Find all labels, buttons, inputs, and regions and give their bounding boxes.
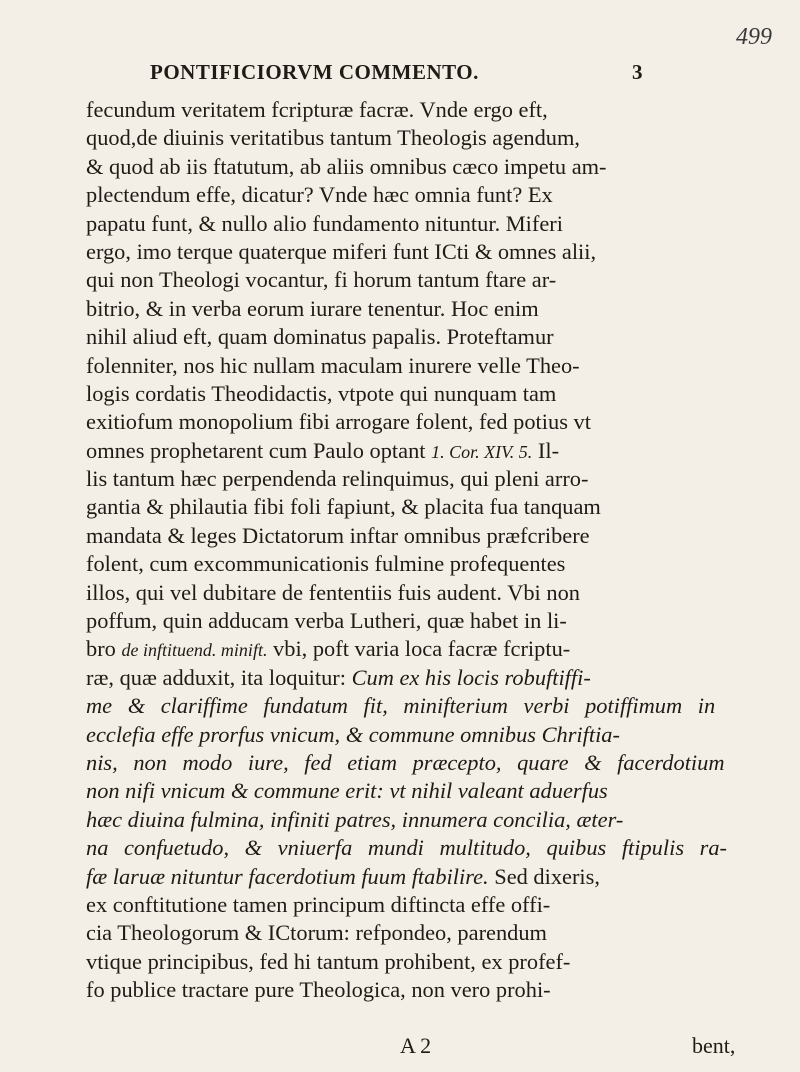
text-line-quote: hæc diuina fulmina, infiniti patres, innumera concilia, æter- (86, 806, 624, 832)
text-line: ex conftitutione tamen principum diftincta effe offi- (86, 891, 551, 917)
header-mark: 3 (632, 60, 643, 84)
text-line: papatu funt, & nullo alio fundamento nituntur. Miferi (86, 210, 563, 236)
text-line: quod,de diuinis veritatibus tantum Theologis agendum, (86, 125, 580, 151)
running-header: PONTIFICIORVM COMMENTO. (150, 60, 479, 84)
text-line: plectendum effe, dicatur? Vnde hæc omnia funt? Ex (86, 182, 553, 208)
text-line: fæ laruæ nituntur facerdotium fuum ftabilire. Sed dixeris, (86, 863, 600, 889)
catchword: bent, (692, 1033, 736, 1058)
text-line: folent, cum excommunicationis fulmine profequentes (86, 551, 566, 577)
text-line-quote: non nifi vnicum & commune erit: vt nihil valeant aduerfus (86, 778, 608, 804)
text-line: lis tantum hæc perpendenda relinquimus, qui pleni arro- (86, 466, 589, 492)
text-line: ræ, quæ adduxit, ita loquitur: Cum ex his locis robuftiffi- (86, 664, 591, 690)
text-line: fo publice tractare pure Theologica, non vero prohi- (86, 977, 551, 1003)
text-line: bitrio, & in verba eorum iurare tenentur. Hoc enim (86, 295, 539, 321)
text-line-quote: me & clariffime fundatum fit, minifterium verbi potiffimum in (86, 693, 716, 719)
text-line-quote: ecclefia effe prorfus vnicum, & commune omnibus Chriftia- (86, 721, 620, 747)
text-line-quote: nis, non modo iure, fed etiam præcepto, quare & facerdotium (86, 749, 725, 775)
text-line-quote: na confuetudo, & vniuerfa mundi multitudo, quibus ftipulis ra- (86, 835, 727, 861)
text-line: & quod ab iis ftatutum, ab aliis omnibus cæco impetu am- (86, 153, 607, 179)
quotation-start: Cum ex his locis robuftiffi- (351, 664, 591, 690)
page-number: 499 (736, 24, 772, 50)
scripture-reference: 1. Cor. XIV. 5. (431, 441, 533, 462)
text-line: nihil aliud eft, quam dominatus papalis. Proteftamur (86, 324, 554, 350)
quotation-end: fæ laruæ nituntur facerdotium fuum ftabilire. (86, 863, 489, 889)
text-line: gantia & philautia fibi foli fapiunt, & placita fua tanquam (86, 494, 601, 520)
text-line: mandata & leges Dictatorum inftar omnibus præfcribere (86, 522, 590, 548)
text-line: ergo, imo terque quaterque miferi funt ICti & omnes alii, (86, 238, 597, 264)
text-line: fecundum veritatem fcripturæ facræ. Vnde ergo eft, (86, 97, 548, 122)
text-line: omnes prophetarent cum Paulo optant 1. Cor. XIV. 5. Il- (86, 437, 560, 463)
body-text (86, 96, 766, 1005)
text-line: exitiofum monopolium fibi arrogare folent, fed potius vt (86, 409, 591, 435)
text-line: qui non Theologi vocantur, fi horum tantum ftare ar- (86, 267, 557, 293)
text-line: vtique principibus, fed hi tantum prohibent, ex profef- (86, 948, 571, 974)
text-line: poffum, quin adducam verba Lutheri, quæ habet in li- (86, 608, 567, 634)
book-title-reference: de inftituend. minift. (121, 640, 268, 661)
text-line: folenniter, nos hic nullam maculam inurere velle Theo- (86, 352, 580, 378)
text-line: bro de inftituend. minift. vbi, poft varia loca facræ fcriptu- (86, 636, 571, 662)
text-line: illos, qui vel dubitare de fententiis fuis audent. Vbi non (86, 579, 580, 605)
text-line: logis cordatis Theodidactis, vtpote qui nunquam tam (86, 380, 557, 406)
signature-mark: A 2 (400, 1033, 432, 1058)
text-line: cia Theologorum & ICtorum: refpondeo, parendum (86, 920, 547, 946)
